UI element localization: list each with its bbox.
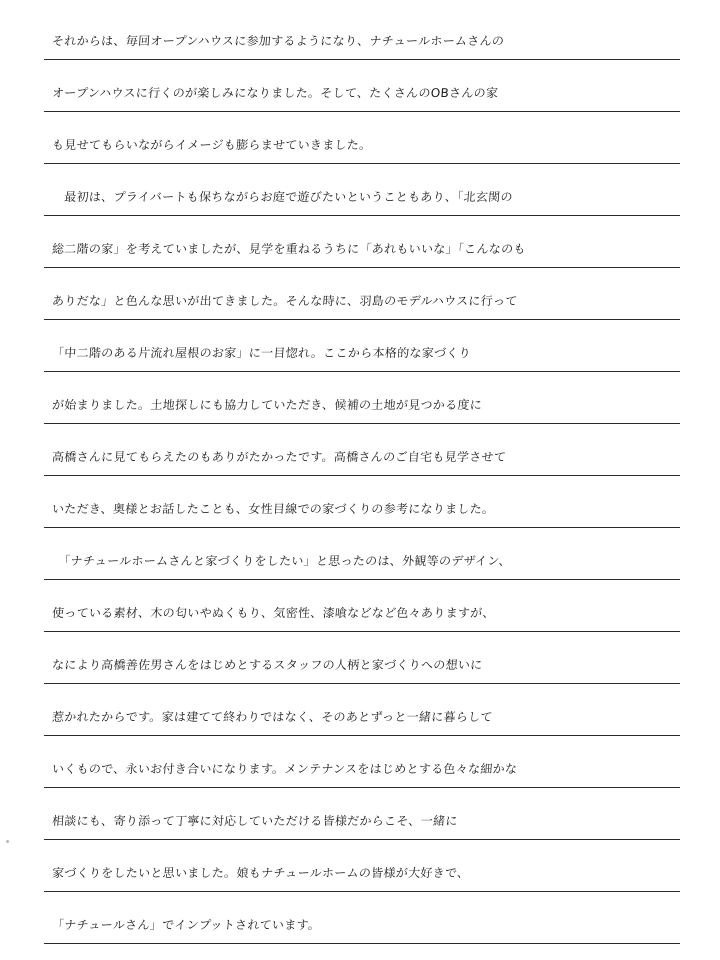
text-line [44,216,680,268]
line-text: 「ナチュールホームさんと家づくりをしたい」と思ったのは、外観等のデザイン、 [51,554,512,568]
text-line [44,892,680,944]
text-line [44,476,680,528]
text-line [44,112,680,164]
text-line [44,372,680,424]
line-text: 最初は、プライバートも保ちながらお庭で遊びたいということもあり、「北玄関の [51,190,514,204]
line-text: ありだな」と色んな思いが出てきました。そんな時に、羽島のモデルハウスに行って [51,294,519,308]
text-line [44,788,680,840]
text-line [44,580,680,632]
line-text: 高橋さんに見てもらえたのもありがたかったです。高橋さんのご自宅も見学させて [51,450,507,464]
line-text: 惹かれたからです。家は建てて終わりではなく、そのあとずっと一緒に暮らして [51,710,494,724]
ruled-line [44,943,680,944]
text-line [44,60,680,112]
text-line [44,8,680,60]
line-text: オープンハウスに行くのが楽しみになりました。そして、たくさんのOBさんの家 [51,86,499,100]
line-text: 使っている素材、木の匂いやぬくもり、気密性、漆喰などなど色々ありますが、 [51,606,496,620]
text-line [44,840,680,892]
line-text: 「中二階のある片流れ屋根のお家」に一目惚れ。ここから本格的な家づくり [51,346,472,360]
text-line [44,164,680,216]
line-text: いくもので、永いお付き合いになります。メンテナンスをはじめとする色々な細かな [51,762,518,776]
line-text: も見せてもらいながらイメージも膨らませていきました。 [51,138,372,152]
line-text: が始まりました。土地探しにも協力していただき、候補の土地が見つかる度に [51,398,483,412]
line-text: なにより高橋善佐男さんをはじめとするスタッフの人柄と家づくりへの想いに [51,658,484,672]
text-line [44,528,680,580]
text-line [44,736,680,788]
line-text: いただき、奥様とお話したことも、女性目線での家づくりの参考になりました。 [51,502,495,516]
text-line [44,268,680,320]
text-line [44,424,680,476]
text-line [44,632,680,684]
line-text: 相談にも、寄り添って丁寧に対応していただける皆様だからこそ、一緒に [51,814,459,828]
line-text: それからは、毎回オープンハウスに参加するようになり、ナチュールホームさんの [51,34,505,48]
line-text: 家づくりをしたいと思いました。娘もナチュールホームの皆様が大好きで、 [51,866,470,880]
text-line [44,320,680,372]
line-text: 総二階の家」を考えていましたが、見学を重ねるうちに「あれもいいな」「こんなのも [51,242,527,256]
line-text: 「ナチュールさん」でインプットされています。 [51,918,321,932]
paper-dot [6,840,9,843]
text-line [44,684,680,736]
